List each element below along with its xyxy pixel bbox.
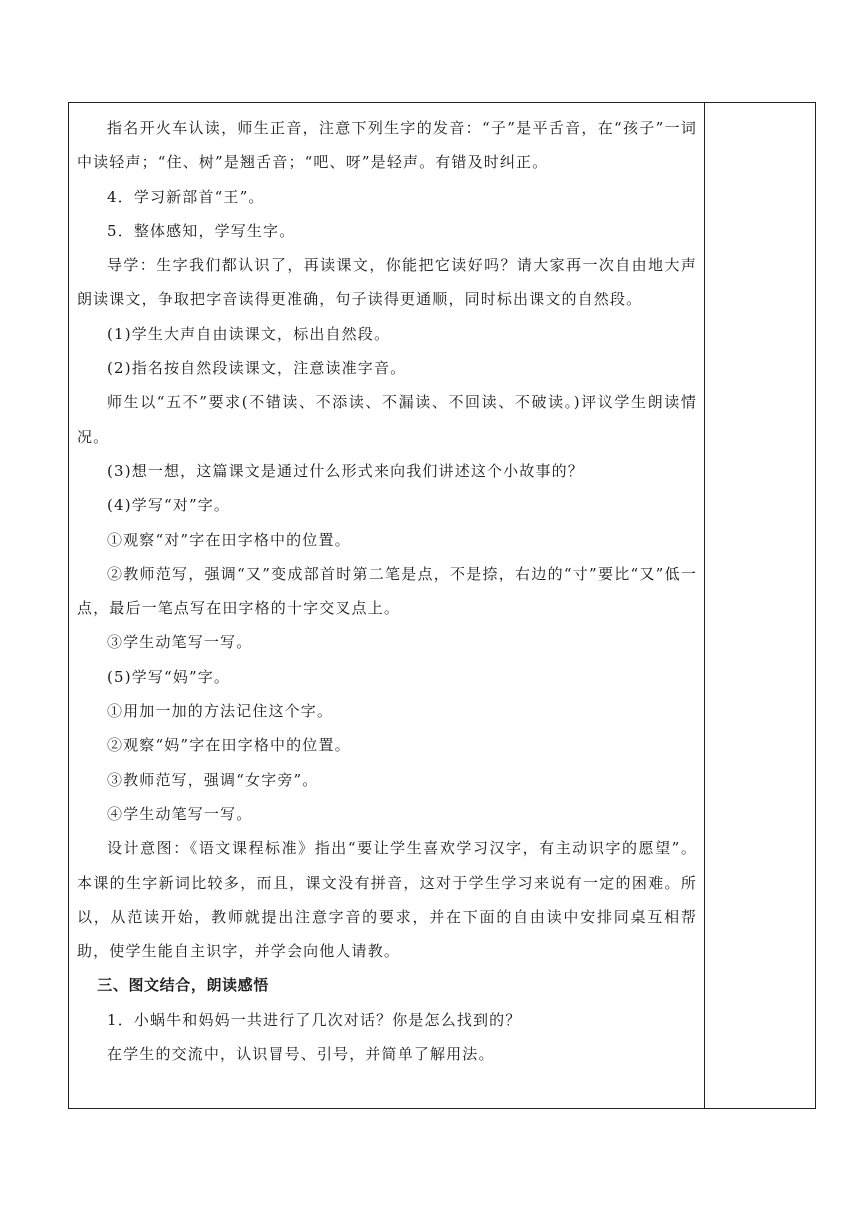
paragraph-teacher-demo-dui: ②教师范写，强调“又”变成部首时第二笔是点，不是捺，右边的“寸”要比“又”低一点，最后一笔点写在田字格的十字交叉点上。 xyxy=(77,564,697,618)
paragraph-dialogue-question: 1．小蜗牛和妈妈一共进行了几次对话？你是怎么找到的？ xyxy=(107,1010,522,1029)
section-heading: 三、图文结合，朗读感悟 xyxy=(97,976,269,995)
paragraph-correct-pronunciation: 指名开火车认读，师生正音，注意下列生字的发音：“子”是平舌音，在“孩子”一词中读轻声；“住、树”是翘舌音；“吧、呀”是轻声。有错及时纠正。 xyxy=(77,119,697,172)
paragraph-step-3: (3)想一想，这篇课文是通过什么形式来向我们讲述这个小故事的？ xyxy=(107,461,584,480)
paragraph-memorize-ma: ①用加一加的方法记住这个字。 xyxy=(107,702,334,721)
paragraph-design-intent: 设计意图：《语文课程标准》指出“要让学生喜欢学习汉字，有主动识字的愿望”。本课的生字新词比较多，而且，课文没有拼音，这对于学生学习来说有一定的困难。所以，从范读开始，教师就提出注意字音的要求，并在下面的自由读中安排同桌互相帮助，使学生能自主识字，并学会向他人请教。 xyxy=(77,839,697,961)
paragraph-step-4: (4)学写“对”字。 xyxy=(107,496,231,515)
paragraph-students-write-ma: ④学生动笔写一写。 xyxy=(107,804,253,823)
paragraph-observe-ma: ②观察“妈”字在田字格中的位置。 xyxy=(107,736,351,755)
paragraph-guided-reading: 导学：生字我们都认识了，再读课文，你能把它读好吗？请大家再一次自由地大声朗读课文，争取把字音读得更准确，句子读得更通顺，同时标出课文的自然段。 xyxy=(77,256,697,309)
paragraph-step-5: (5)学写“妈”字。 xyxy=(107,667,231,686)
lesson-plan-table xyxy=(68,102,816,1109)
paragraph-observe-dui: ①观察“对”字在田字格中的位置。 xyxy=(107,530,351,549)
paragraph-overall-perception: 5．整体感知，学写生字。 xyxy=(107,221,296,240)
paragraph-step-1: (1)学生大声自由读课文，标出自然段。 xyxy=(107,324,391,343)
paragraph-five-nots: 师生以“五不”要求(不错读、不添读、不漏读、不回读、不破读。)评议学生朗读情况。 xyxy=(77,393,697,446)
notes-cell xyxy=(705,103,815,1108)
paragraph-teacher-demo-ma: ③教师范写，强调“女字旁”。 xyxy=(107,770,319,789)
lesson-content-cell xyxy=(77,111,697,1071)
paragraph-punctuation: 在学生的交流中，认识冒号、引号，并简单了解用法。 xyxy=(107,1045,495,1064)
paragraph-students-write-dui: ③学生动笔写一写。 xyxy=(107,633,253,652)
paragraph-step-2: (2)指名按自然段读课文，注意读准字音。 xyxy=(107,359,407,378)
paragraph-new-radical: 4．学习新部首“王”。 xyxy=(107,187,265,206)
